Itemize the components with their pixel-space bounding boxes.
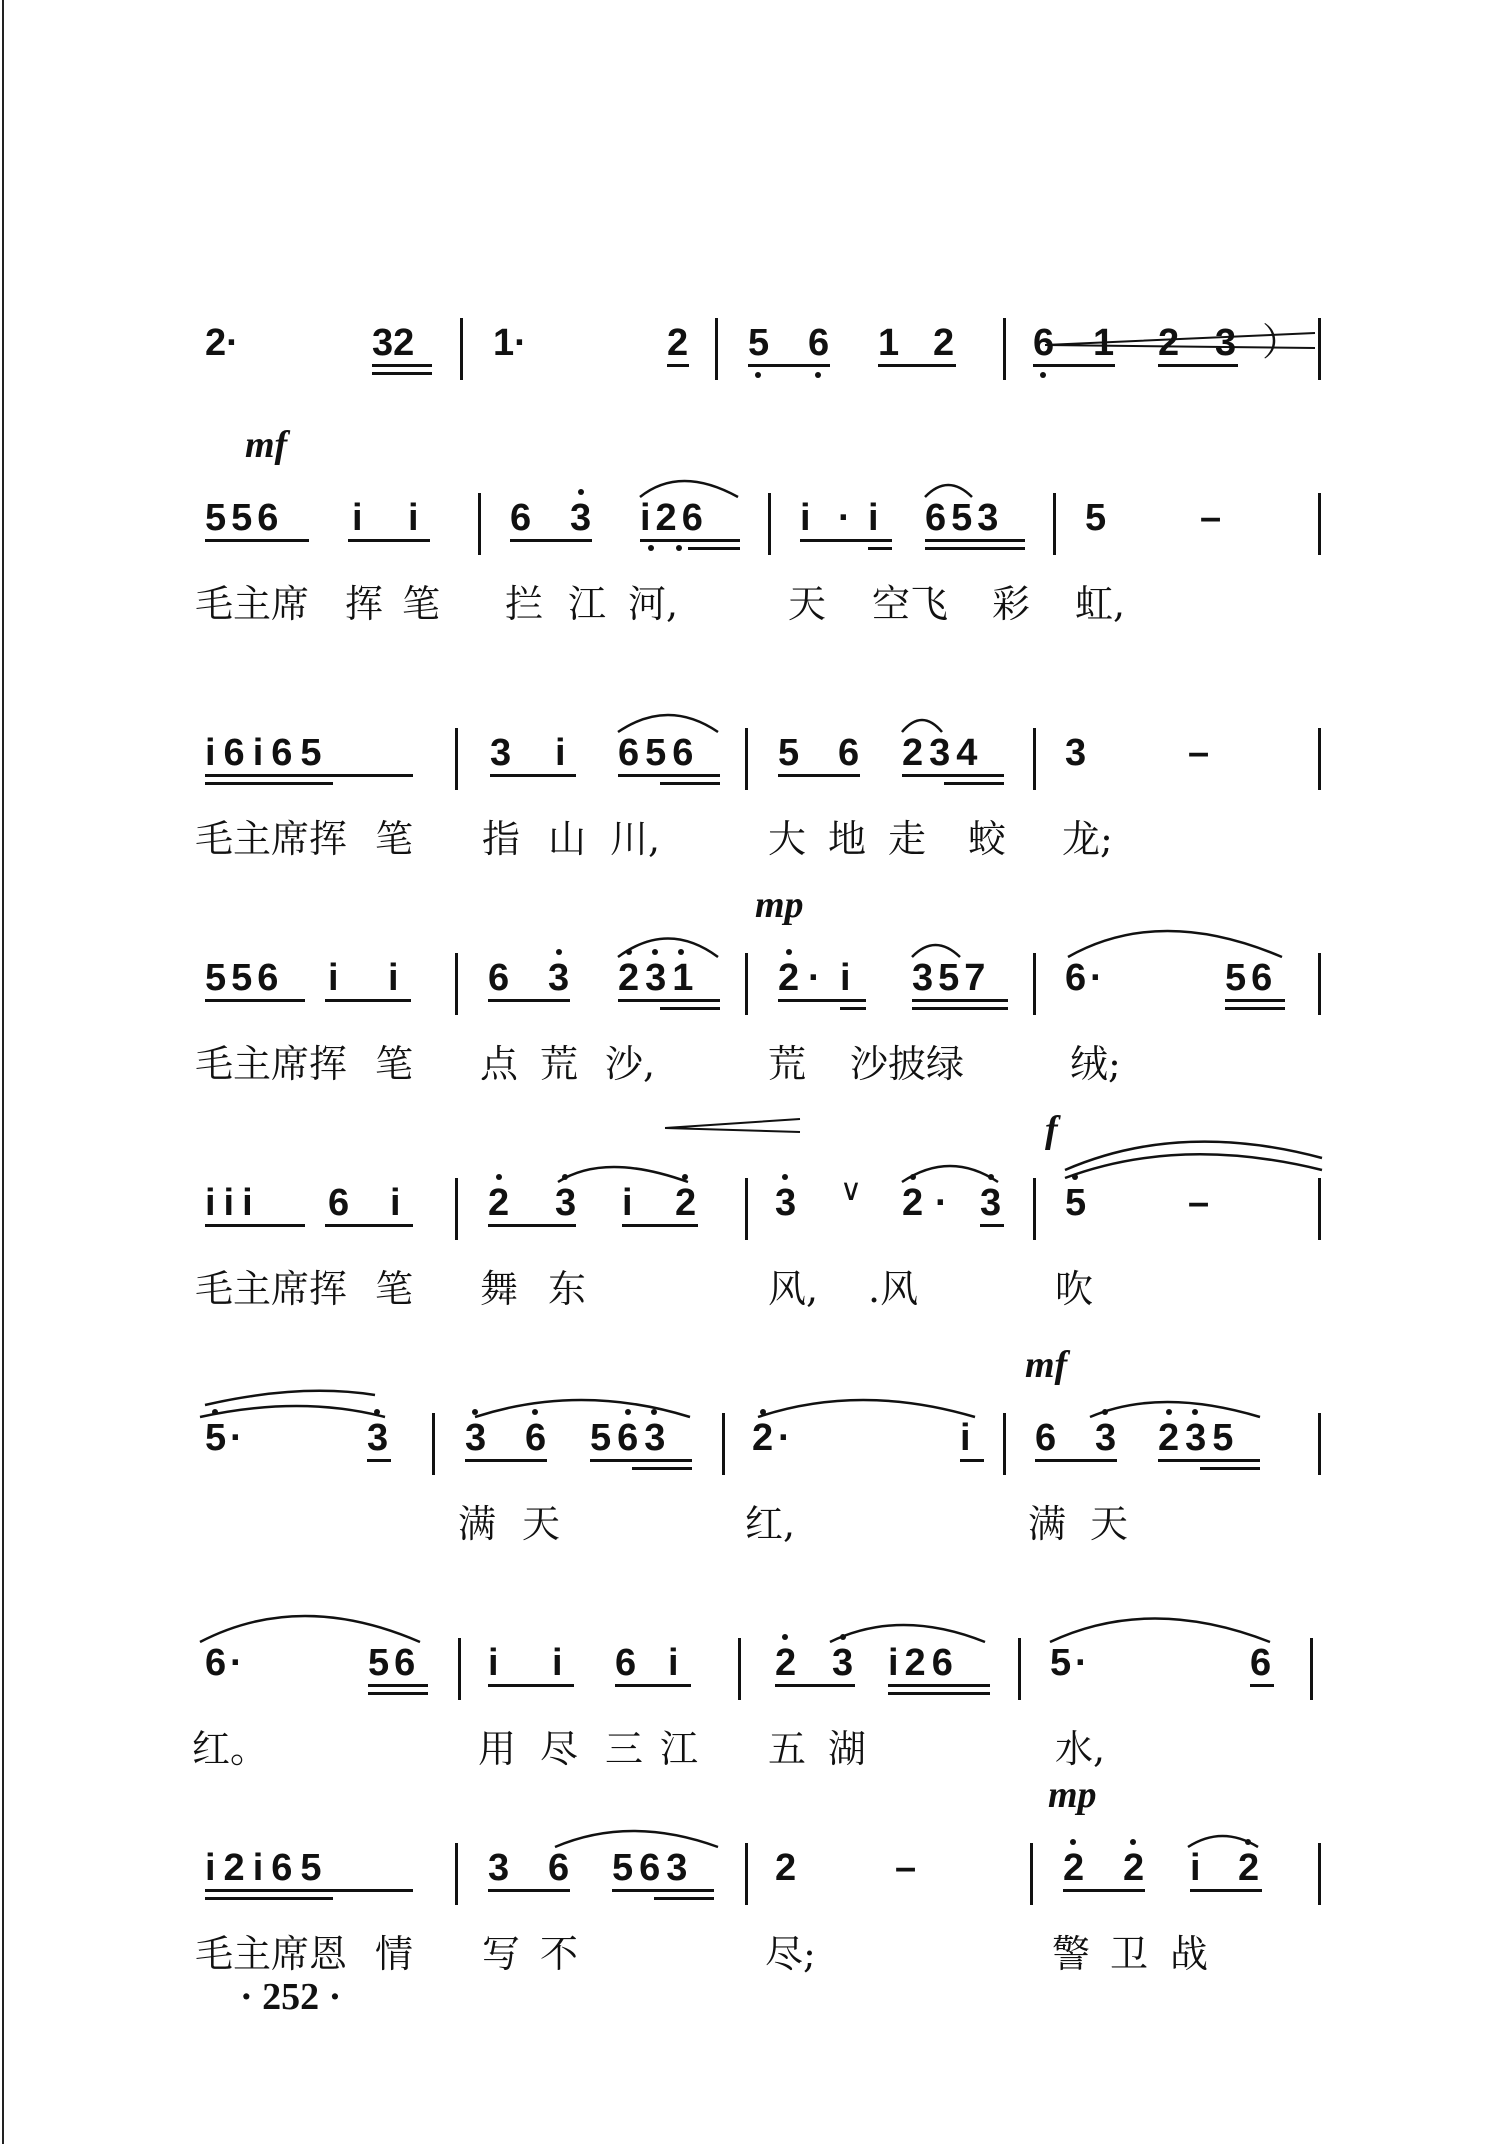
- notation-row: [0, 720, 1506, 790]
- note: 2: [778, 957, 800, 999]
- note: 3: [570, 497, 592, 539]
- note: 556: [205, 497, 284, 539]
- lyric: 笔: [402, 582, 441, 626]
- note: 2: [488, 1182, 510, 1224]
- note: 5: [748, 322, 770, 364]
- lyric: 警: [1052, 1932, 1091, 1976]
- dynamic-mark: f: [1045, 1109, 1058, 1151]
- notation-row: [0, 1405, 1506, 1475]
- lyric: 绒;: [1070, 1042, 1121, 1086]
- notation-row: [0, 1835, 1506, 1905]
- note: i: [668, 1642, 679, 1684]
- lyric: 天: [522, 1502, 561, 1546]
- note: 3: [548, 957, 570, 999]
- notation-row: [0, 310, 1506, 380]
- lyric: 舞: [480, 1267, 519, 1311]
- lyric: 毛主席: [195, 582, 310, 626]
- dynamic-mark: mf: [1025, 1344, 1068, 1386]
- notation-row: [0, 1170, 1506, 1240]
- note: 653: [925, 497, 1004, 539]
- notation-row: [0, 945, 1506, 1015]
- lyric: 尽: [540, 1727, 579, 1771]
- lyric: 点: [480, 1042, 519, 1086]
- note: ·: [778, 1417, 791, 1459]
- note: 5: [778, 732, 800, 774]
- notation-row: [0, 485, 1506, 555]
- note: 2: [1238, 1847, 1260, 1889]
- note: 6: [615, 1642, 637, 1684]
- note: ·: [838, 497, 851, 539]
- note: 3: [832, 1642, 854, 1684]
- lyric: 毛主席挥: [195, 817, 348, 861]
- lyric: 大: [768, 817, 807, 861]
- note: iii: [205, 1182, 261, 1224]
- note: i: [390, 1182, 401, 1224]
- page-number: · 252 ·: [240, 1976, 342, 2018]
- lyric: 沙披绿: [850, 1042, 965, 1086]
- dynamic-mark: mf: [245, 424, 288, 466]
- closing-parenthesis: ）: [1262, 322, 1301, 364]
- lyric: 毛主席挥: [195, 1267, 348, 1311]
- note: 6: [328, 1182, 350, 1224]
- breath-mark: ∨: [840, 1174, 862, 1207]
- lyric: 情: [375, 1932, 414, 1976]
- note: i2i65: [205, 1847, 330, 1889]
- lyric: 五: [768, 1727, 807, 1771]
- note: 231: [618, 957, 700, 999]
- note: 6: [1250, 1642, 1272, 1684]
- lyric: 风,: [768, 1267, 819, 1311]
- note: ·: [1090, 957, 1103, 999]
- note: ·: [935, 1182, 948, 1224]
- note: 6: [205, 1642, 227, 1684]
- lyric: 彩: [992, 582, 1031, 626]
- note: 5: [1065, 1182, 1087, 1224]
- lyric: 指: [482, 817, 521, 861]
- dash: –: [1188, 1182, 1210, 1224]
- lyric: 荒: [768, 1042, 807, 1086]
- lyric: 红。: [192, 1727, 269, 1771]
- note: 3: [1215, 322, 1237, 364]
- note: 3: [775, 1182, 797, 1224]
- note: i: [622, 1182, 633, 1224]
- note: 2: [933, 322, 955, 364]
- lyric: 天: [788, 582, 827, 626]
- note: 357: [912, 957, 991, 999]
- note: 2: [775, 1642, 797, 1684]
- note: 6: [1065, 957, 1087, 999]
- lyric: .风: [868, 1267, 919, 1311]
- note: 6: [525, 1417, 547, 1459]
- lyric: 龙;: [1062, 817, 1113, 861]
- lyric: 川,: [610, 817, 661, 861]
- note: i: [488, 1642, 499, 1684]
- lyric: 荒: [540, 1042, 579, 1086]
- note: 563: [590, 1417, 672, 1459]
- note: ·: [1075, 1642, 1088, 1684]
- note: 1: [1093, 322, 1115, 364]
- lyric: 笔: [375, 1267, 414, 1311]
- lyric: 水,: [1055, 1727, 1106, 1771]
- lyric: 吹: [1055, 1267, 1094, 1311]
- lyric: 红,: [745, 1502, 796, 1546]
- lyric: 挥: [345, 582, 384, 626]
- lyric: 天: [1090, 1502, 1129, 1546]
- lyric: 拦: [505, 582, 544, 626]
- lyric: 蛟: [968, 817, 1007, 861]
- dash: –: [1188, 732, 1210, 774]
- note: i: [555, 732, 566, 774]
- dynamic-mark: mp: [755, 884, 804, 926]
- lyric: 走: [888, 817, 927, 861]
- dynamic-mark: mp: [1048, 1774, 1097, 1816]
- note: i: [388, 957, 399, 999]
- note: 2·: [205, 322, 239, 364]
- note: 6: [510, 497, 532, 539]
- lyric: 江: [660, 1727, 699, 1771]
- note: 2: [1123, 1847, 1145, 1889]
- note: 556: [205, 957, 284, 999]
- lyric: 用: [478, 1727, 517, 1771]
- note: i: [552, 1642, 563, 1684]
- note: i26: [640, 497, 708, 539]
- note: 5: [1050, 1642, 1072, 1684]
- note: 3: [367, 1417, 389, 1459]
- dash: –: [895, 1847, 917, 1889]
- note: 32: [372, 322, 415, 364]
- note: 6: [1033, 322, 1055, 364]
- lyric: 毛主席挥: [195, 1042, 348, 1086]
- note: 6: [548, 1847, 570, 1889]
- lyric: 山: [548, 817, 587, 861]
- note: i: [408, 497, 419, 539]
- note: i: [1190, 1847, 1201, 1889]
- note: i: [840, 957, 851, 999]
- note: 3: [980, 1182, 1002, 1224]
- notation-row: [0, 1630, 1506, 1700]
- note: 6: [488, 957, 510, 999]
- note: 6: [1035, 1417, 1057, 1459]
- note: 3: [555, 1182, 577, 1224]
- lyric: 不: [540, 1932, 579, 1976]
- lyric: 满: [458, 1502, 497, 1546]
- note: i: [352, 497, 363, 539]
- lyric: 三: [605, 1727, 644, 1771]
- note: 2: [1063, 1847, 1085, 1889]
- note: 235: [1158, 1417, 1240, 1459]
- note: 56: [368, 1642, 421, 1684]
- lyric: 笔: [375, 1042, 414, 1086]
- note: i: [328, 957, 339, 999]
- lyric: 笔: [375, 817, 414, 861]
- note: 234: [902, 732, 984, 774]
- note: 6: [838, 732, 860, 774]
- note: i6i65: [205, 732, 330, 774]
- note: 56: [1225, 957, 1278, 999]
- lyric: 虹,: [1075, 582, 1126, 626]
- note: 3: [465, 1417, 487, 1459]
- note: 1·: [493, 322, 527, 364]
- lyric: 东: [548, 1267, 587, 1311]
- note: 656: [618, 732, 700, 774]
- lyric: 尽;: [765, 1932, 816, 1976]
- note: 3: [1065, 732, 1087, 774]
- note: 3: [490, 732, 512, 774]
- lyric: 满: [1028, 1502, 1067, 1546]
- note: ·: [808, 957, 821, 999]
- note: 2: [902, 1182, 924, 1224]
- lyric: 河,: [628, 582, 679, 626]
- lyric: 湖: [828, 1727, 867, 1771]
- lyric: 战: [1170, 1932, 1209, 1976]
- note: i: [868, 497, 879, 539]
- note: 2: [752, 1417, 774, 1459]
- lyric: 江: [568, 582, 607, 626]
- lyric: 写: [482, 1932, 521, 1976]
- lyric: 沙,: [605, 1042, 656, 1086]
- lyric: 地: [828, 817, 867, 861]
- note: i: [800, 497, 811, 539]
- lyric: 空飞: [872, 582, 949, 626]
- note: 563: [612, 1847, 694, 1889]
- note: 2: [775, 1847, 797, 1889]
- note: ·: [230, 1417, 243, 1459]
- note: 2: [1158, 322, 1180, 364]
- note: 5: [1085, 497, 1107, 539]
- note: ·: [230, 1642, 243, 1684]
- note: 3: [1095, 1417, 1117, 1459]
- note: i: [960, 1417, 971, 1459]
- note: i26: [888, 1642, 959, 1684]
- note: 1: [878, 322, 900, 364]
- note: 3: [488, 1847, 510, 1889]
- note: 5: [205, 1417, 227, 1459]
- lyric: 毛主席恩: [195, 1932, 348, 1976]
- note: 2: [667, 322, 689, 364]
- note: 2: [675, 1182, 697, 1224]
- dash: –: [1200, 497, 1222, 539]
- lyric: 卫: [1110, 1932, 1149, 1976]
- note: 6: [808, 322, 830, 364]
